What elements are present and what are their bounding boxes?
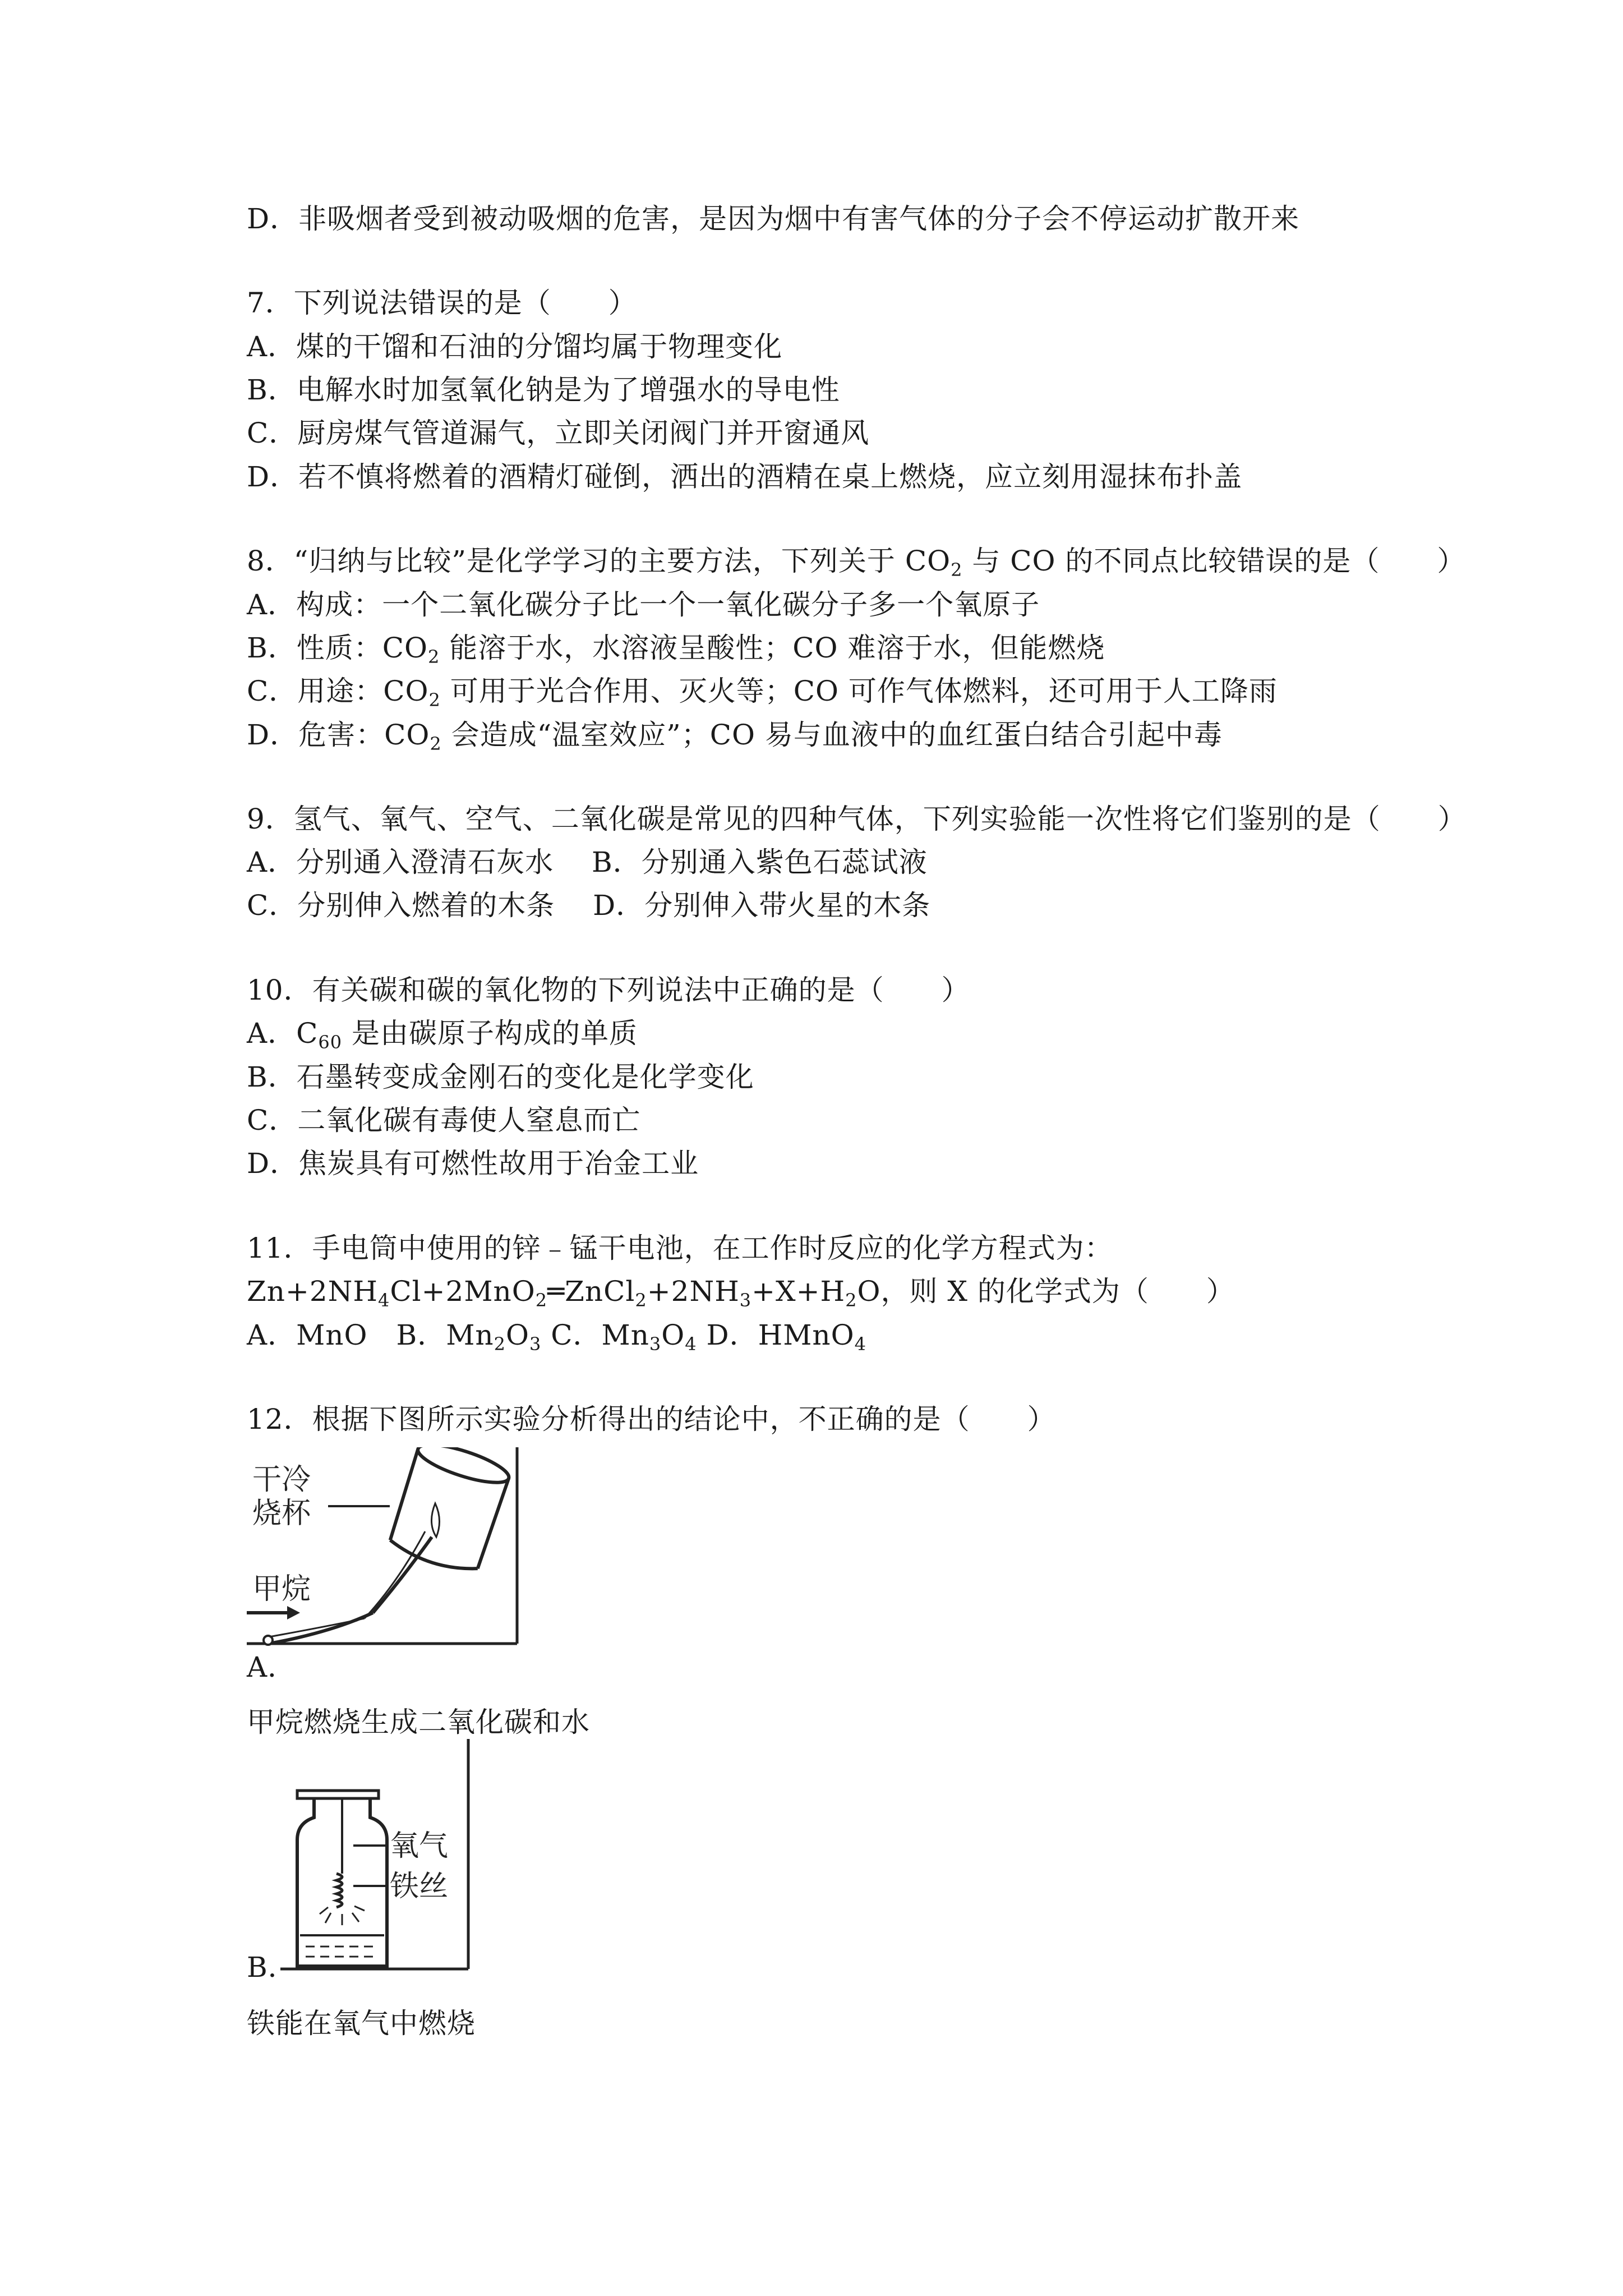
q8-option-d: D．危害：$CO_2$ 会造成“温室效应”；CO 易与血液中的血红蛋白结合引起中毒	[247, 719, 1223, 754]
figure-b-iron-in-oxygen	[280, 1739, 482, 1975]
q7-stem: 7．下列说法错误的是（ ）	[247, 287, 637, 319]
figure-b-label-wire: 铁丝	[390, 1870, 449, 1903]
q8-stem: 8．“归纳与比较”是化学学习的主要方法，下列关于 $CO_2$ 与 CO 的不同点比较错误的是（ ）	[247, 545, 1466, 581]
figure-b-label-oxygen: 氧气	[390, 1829, 449, 1863]
q10-option-c: C．二氧化碳有毒使人窒息而亡	[247, 1104, 641, 1137]
q12-option-a-text: 甲烷燃烧生成二氧化碳和水	[247, 1706, 590, 1738]
q10-option-d: D．焦炭具有可燃性故用于冶金工业	[247, 1147, 699, 1180]
q7-option-a: A．煤的干馏和石油的分馏均属于物理变化	[247, 330, 783, 363]
q8-option-b: B．性质：$CO_2$ 能溶于水，水溶液呈酸性；CO 难溶于水，但能燃烧	[247, 632, 1105, 668]
figure-a-label-gas: 甲烷	[252, 1572, 311, 1606]
q10-stem: 10．有关碳和碳的氧化物的下列说法中正确的是（ ）	[247, 974, 970, 1006]
q12-option-b-letter: B．	[247, 1951, 297, 1984]
q7-option-b: B．电解水时加氢氧化钠是为了增强水的导电性	[247, 374, 840, 406]
q11-options: A．MnO B．$Mn_2O_3$ C．$Mn_3O_4$ D．HMnO$_4$	[247, 1319, 866, 1355]
q8-option-c: C．用途：$CO_2$ 可用于光合作用、灭火等；CO 可作气体燃料，还可用于人工降雨	[247, 675, 1278, 711]
q12-option-b-text: 铁能在氧气中燃烧	[247, 2007, 476, 2040]
q11-stem: 11．手电筒中使用的锌﹣锰干电池，在工作时反应的化学方程式为：	[247, 1232, 1113, 1264]
q10-option-a: A．$C_{60}$ 是由碳原子构成的单质	[247, 1017, 638, 1053]
figure-a-label-cup-2: 烧杯	[252, 1497, 311, 1530]
q6-option-d: D．非吸烟者受到被动吸烟的危害，是因为烟中有害气体的分子会不停运动扩散开来	[247, 203, 1300, 235]
q9-stem: 9．氢气、氧气、空气、二氧化碳是常见的四种气体，下列实验能一次性将它们鉴别的是（ ）	[247, 803, 1467, 835]
q7-option-d: D．若不慎将燃着的酒精灯碰倒，洒出的酒精在桌上燃烧，应立刻用湿抹布扑盖	[247, 461, 1243, 493]
q9-options-ab: A．分别通入澄清石灰水 B．分别通入紫色石蕊试液	[247, 846, 928, 878]
q9-options-cd: C．分别伸入燃着的木条 D．分别伸入带火星的木条	[247, 889, 931, 922]
figure-a-methane-combustion	[247, 1447, 527, 1672]
q10-option-b: B．石墨转变成金刚石的变化是化学变化	[247, 1061, 754, 1093]
q11-equation: $Zn+2NH_4Cl+2MnO_2═ZnCl_2+2NH_3+X+H_2O$，则 X 的化学式为（ ）	[247, 1275, 1235, 1311]
q12-stem: 12．根据下图所示实验分析得出的结论中，不正确的是（ ）	[247, 1403, 1056, 1435]
q8-option-a: A．构成：一个二氧化碳分子比一个一氧化碳分子多一个氧原子	[247, 588, 1040, 621]
q12-option-a-letter: A．	[247, 1651, 297, 1683]
figure-a-label-cup-1: 干冷	[252, 1463, 311, 1497]
q7-option-c: C．厨房煤气管道漏气，立即关闭阀门并开窗通风	[247, 417, 870, 449]
